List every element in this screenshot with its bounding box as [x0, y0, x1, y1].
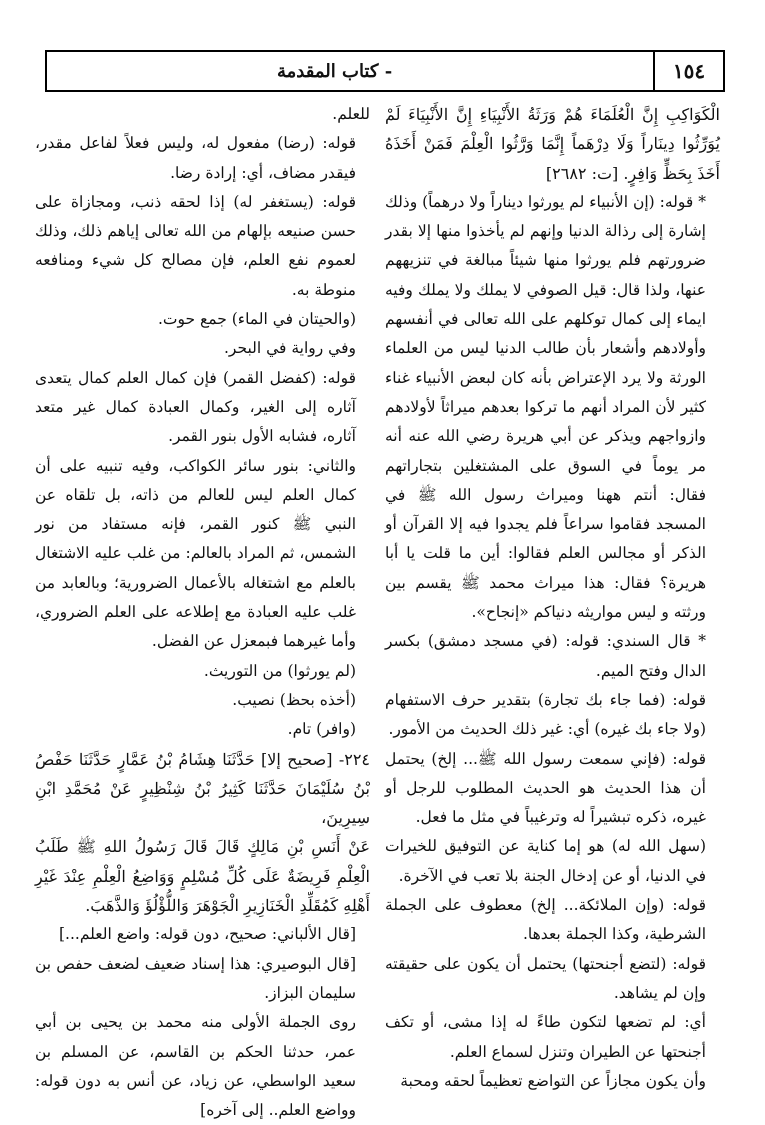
- grading-note: [قال البوصيري: هذا إسناد ضعيف لضعف حفص بن سليمان البزاز.: [35, 954, 356, 1002]
- grading-note: [قال الألباني: صحيح، دون قوله: واضع العلم...]: [58, 925, 356, 944]
- commentary-paragraph: أي: لم تضعها لتكون طاءً له إذا مشى، أو تكف أجنحتها عن الطيران وتنزل لسماع العلم.: [385, 1013, 706, 1061]
- commentary-paragraph: قوله: (لتضع أجنحتها) يحتمل أن يكون على حقيقته وإن لم يشاهد.: [385, 954, 706, 1002]
- commentary-paragraph: قوله: (وإن الملائكة... إلخ) معطوف على الجملة الشرطية، وكذا الجملة بعدها.: [385, 896, 706, 944]
- commentary-paragraph: قوله: (رضا) مفعول له، وليس فعلاً لفاعل مقدر، فيقدر مضاف، أي: إرادة رضا.: [35, 134, 356, 182]
- commentary-paragraph: (وافر) تام.: [287, 720, 356, 739]
- commentary-paragraph: * قال السندي: قوله: (في مسجد دمشق) بكسر الدال وفتح الميم.: [385, 632, 706, 680]
- commentary-paragraph: قوله: (فإني سمعت رسول الله ﷺ... إلخ) يحتمل أن هذا الحديث هو الحديث المطلوب للرجل أو غيره، ذكره تبشيراً له وترغيباً في مثل ما فعل.: [385, 749, 706, 827]
- hadith-isnad: ٢٢٤- [صحيح إلا] حَدَّثَنَا هِشَامُ بْنُ عَمَّارٍ حَدَّثَنَا حَفْصُ بْنُ سُلَيْمَانَ حَدَّثَنَا كَثِيرُ بْنُ شِنْظِيرٍ عَنْ مُحَمَّدِ ابْنِ سِيرِينَ،: [35, 749, 370, 828]
- hadith-text: الْكَوَاكِبِ إِنَّ الْعُلَمَاءَ هُمْ وَرَثَةُ الأَنْبِيَاءِ إِنَّ الأَنْبِيَاءَ لَمْ يُوَرِّثُوا دِينَاراً وَلَا دِرْهَماً إِنَّمَا وَرَّثُوا الْعِلْمَ فَمَنْ أَخَذَهُ أَخَذَ بِحَظٍّ وَافِرٍ. [ت: ٢٦٨٢]: [385, 105, 720, 183]
- commentary-paragraph: والثاني: بنور سائر الكواكب، وفيه تنبيه على أن كمال العلم ليس للعالم من ذاته، بل تلقاه عن النبي ﷺ كنور القمر، فإنه مستفاد من نور الشمس، ثم المراد بالعالم: من غلب عليه الاشتغال بالعلم مع اشتغاله بالأعمال الضرورية؛ وبالعابد من غلب عليه العبادة مع إطلاعه على العلم الضروري، وأما غيرهما فبمعزل عن الفضل.: [35, 456, 356, 651]
- commentary-paragraph: وأن يكون مجازاً عن التواضع تعظيماً لحقه ومحبة: [400, 1071, 706, 1090]
- commentary-paragraph: قوله: (يستغفر له) إذا لحقه ذنب، ومجازاة على حسن صنيعه بإلهام من الله تعالى إياهم ذلك، وذلك لعموم نفع العلم، فإن مصالح كل شيء ومنافعه منوطة به.: [35, 192, 356, 299]
- right-column: [385, 100, 720, 1096]
- commentary-paragraph: للعلم.: [332, 105, 370, 123]
- page-header: [45, 50, 725, 92]
- commentary-paragraph: (سهل الله له) هو إما كناية عن التوفيق للخيرات في الدنيا، أو عن إدخال الجنة بلا تعب في الآخرة.: [385, 837, 706, 885]
- commentary-paragraph: * قوله: (إن الأنبياء لم يورثوا ديناراً ولا درهماً) وذلك إشارة إلى رذالة الدنيا وإنهم لم يأخذوا منها إلا بقدر ضرورتهم فلم يورثوا منها شيئاً مبالغة في تنزيههم عنها، ولذا قال: قيل الصوفي لا يملك ولا يملك وفيه ايماء إلى كمال توكلهم على الله تعالى في أنفسهم وأولادهم وأشعار بأن طالب الدنيا ليس من العلماء الورثة ولا يرد الإعتراض بأنه كان لبعض الأنبياء غناء كثير لأن المراد أنهم ما تركوا بعدهم ميراثاً لأولادهم وازواجهم ويذكر عن أبي هريرة رضي الله عنه أنه مر يوماً في السوق على المشتغلين بتجاراتهم فقال: أنتم ههنا وميراث رسول الله ﷺ في المسجد فقاموا سراعاً فلم يجدوا فيه إلا القرآن أو الذكر أو مجالس العلم فقالوا: أين ما قلت يا أبا هريرة؟ فقال: هذا ميراث محمد ﷺ يقسم بين ورثته و ليس مواريثه دنياكم «إنجاح».: [385, 192, 706, 622]
- book-title: - كتاب المقدمة: [277, 60, 393, 82]
- hadith-text: عَنْ أَنَسِ بْنِ مَالِكٍ قَالَ قَالَ رَسُولُ اللهِ ﷺ طَلَبُ الْعِلْمِ فَرِيضَةٌ عَلَى كُلِّ مُسْلِمٍ وَوَاضِعُ الْعِلْمِ عِنْدَ غَيْرِ أَهْلِهِ كَمُقَلِّدِ الْخَنَازِيرِ الْجَوْهَرَ وَاللُّؤْلُؤَ وَالذَّهَبَ.: [35, 837, 370, 916]
- commentary-paragraph: قوله: (كفضل القمر) فإن كمال العلم كمال يتعدى آثاره إلى الغير، وكمال العبادة كمال غير متعد آثاره، فشابه الأول بنور القمر.: [35, 368, 356, 446]
- commentary-paragraph: (والحيتان في الماء) جمع حوت.: [157, 310, 356, 329]
- commentary-paragraph: (لم يورثوا) من التوريث.: [203, 661, 356, 680]
- grading-note: روى الجملة الأولى منه محمد بن يحيى بن أبي عمر، حدثنا الحكم بن القاسم، عن المسلم بن سعيد الواسطي، عن زياد، عن أنس به دون قوله: وواضع العلم.. إلى آخره]: [35, 1013, 356, 1120]
- left-column: [35, 100, 370, 1125]
- commentary-paragraph: قوله: (فما جاء بك تجارة) بتقدير حرف الاستفهام (ولا جاء بك غيره) أي: غير ذلك الحديث من الأمور.: [385, 690, 706, 739]
- commentary-paragraph: (أخذه بحظ) نصيب.: [232, 690, 356, 709]
- commentary-paragraph: وفي رواية في البحر.: [223, 339, 356, 358]
- page-number: ١٥٤: [653, 52, 723, 90]
